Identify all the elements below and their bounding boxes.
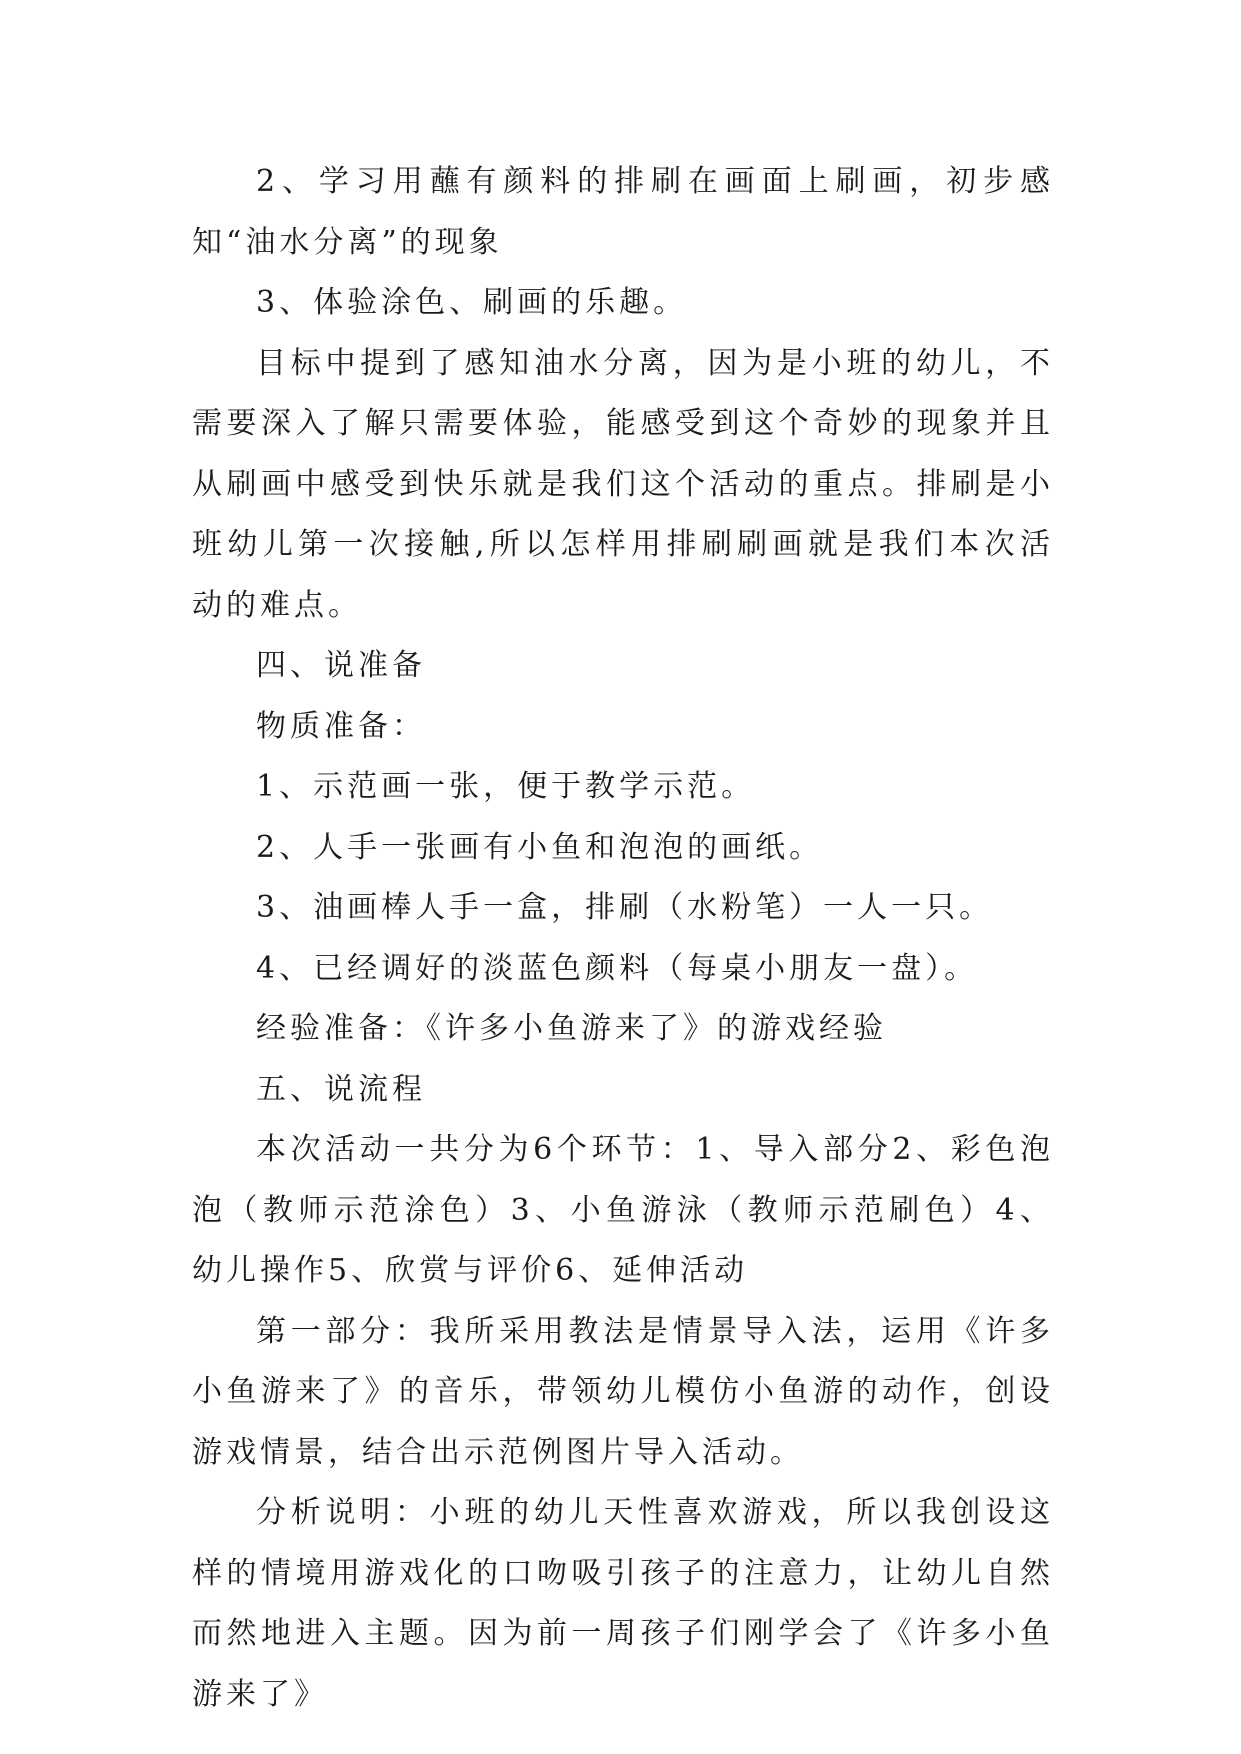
list-item-material-2: 2、人手一张画有小鱼和泡泡的画纸。 [256, 829, 824, 865]
paragraph-goal-2: 2、学习用蘸有颜料的排刷在画面上刷画，初步感知“油水分离”的现象 [192, 164, 1054, 260]
paragraph-experience-prep: 经验准备：《许多小鱼游来了》的游戏经验 [256, 1011, 887, 1046]
paragraph-process-overview: 本次活动一共分为6个环节：1、导入部分2、彩色泡泡（教师示范涂色）3、小鱼游泳（教师示范刷色）4、幼儿操作5、欣赏与评价6、延伸活动 [192, 1132, 1054, 1288]
document-body [192, 152, 1054, 1725]
paragraph-material-prep: 物质准备： [256, 708, 426, 744]
heading-preparation: 四、说准备 [256, 648, 426, 683]
paragraph-analysis: 分析说明：小班的幼儿天性喜欢游戏，所以我创设这样的情境用游戏化的口吻吸引孩子的注意力，让幼儿自然而然地进入主题。因为前一周孩子们刚学会了《许多小鱼游来了》 [192, 1495, 1054, 1712]
paragraph-goal-3: 3、体验涂色、刷画的乐趣。 [256, 285, 688, 320]
paragraph-goal-analysis: 目标中提到了感知油水分离，因为是小班的幼儿，不需要深入了解只需要体验，能感受到这个奇妙的现象并且从刷画中感受到快乐就是我们这个活动的重点。排刷是小班幼儿第一次接触,所以怎样用排刷刷画就是我们本次活动的难点。 [192, 345, 1054, 623]
list-item-material-1: 1、示范画一张，便于教学示范。 [256, 769, 756, 804]
list-item-material-3: 3、油画棒人手一盒，排刷（水粉笔）一人一只。 [256, 890, 994, 925]
heading-process: 五、说流程 [256, 1071, 426, 1107]
paragraph-part-one: 第一部分：我所采用教法是情景导入法，运用《许多小鱼游来了》的音乐，带领幼儿模仿小鱼游的动作，创设游戏情景，结合出示范例图片导入活动。 [192, 1313, 1054, 1470]
list-item-material-4: 4、已经调好的淡蓝色颜料（每桌小朋友一盘）。 [256, 950, 979, 986]
